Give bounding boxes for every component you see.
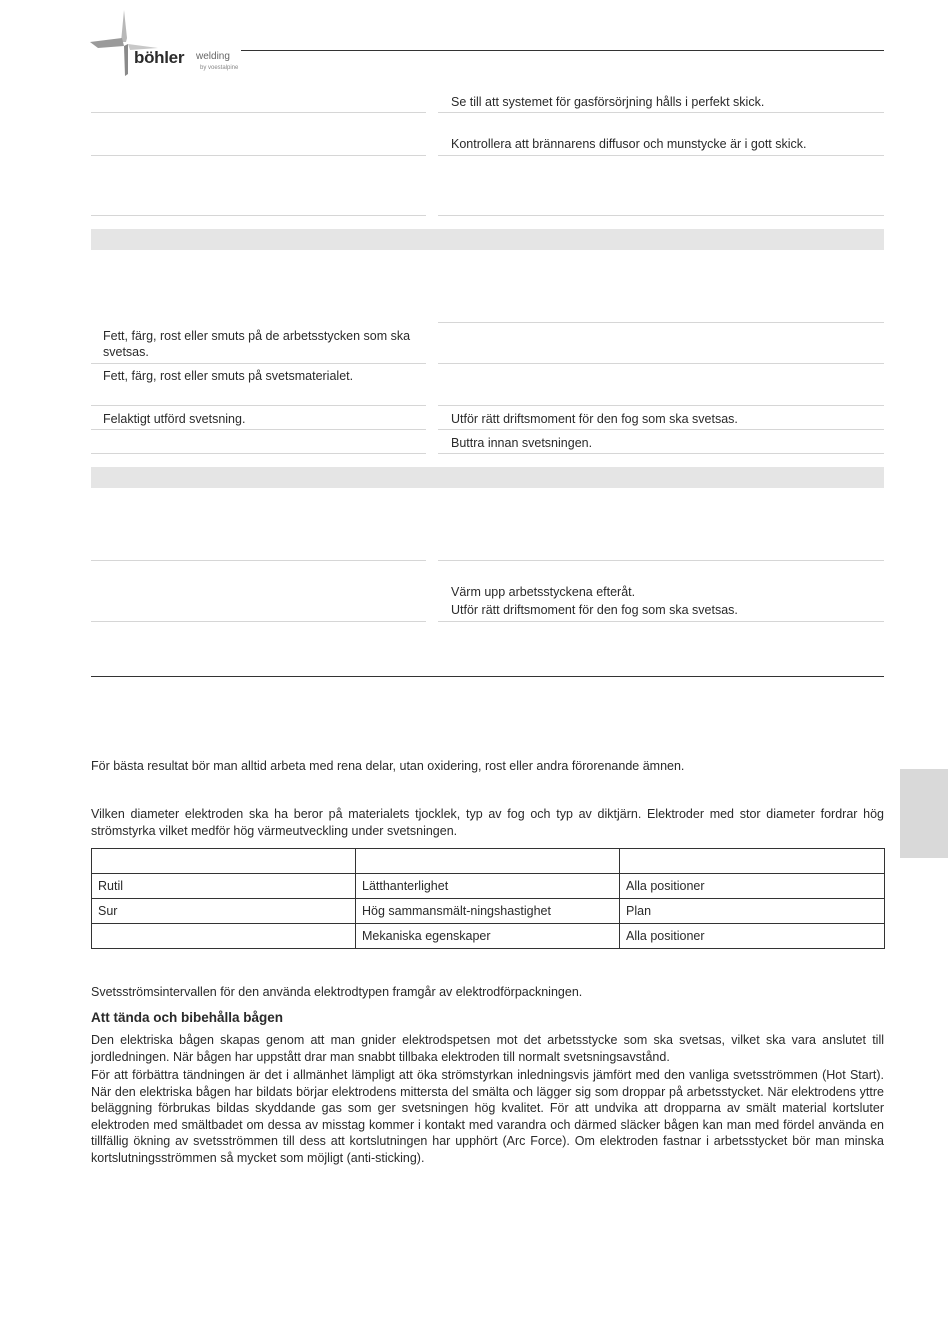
row-divider [91,363,426,364]
paragraph-arc-maintain: För att förbättra tändningen är det i allmänhet lämpligt att öka strömstyrkan inledningsvis jämfört med den vanliga svetsströmmen (Hot Start). När den elektriska bågen har bildats börjar elektrodens mittersta del smälta och lägger sig som droppar på arbetsstycket. När elektrodens yttre beläggning förbrukas bildas skyddande gas som ger svetsningen hög kvalitet. För att undvika att dropparna av smält material kortsluter elektroden med smältbadet om dessa av misstag kommer i kontakt med varandra och därmed släcker bågen kan man med fördel använda en tillfällig ökning av svetsströmmen till dess att kortslutningen har upphört (Arc Force). Om elektroden fastnar i arbetsstycket bör man minska kortslutningsströmmen så mycket som möjligt (anti-sticking). [91,1068,884,1165]
table-row [92,874,885,899]
electrode-table [91,848,885,949]
section-heading: Att tända och bibehålla bågen [91,1010,284,1025]
header-divider [241,50,884,51]
row-divider [438,155,884,156]
brand-logo [88,8,248,80]
table-row [92,899,885,924]
table-cell: Alla positioner [620,874,885,899]
table-row [92,849,885,874]
row-divider [438,363,884,364]
table-row [92,924,885,949]
paragraph-clean-parts: För bästa resultat bör man alltid arbeta med rena delar, utan oxidering, rost eller andra förorenande ämnen. [91,759,685,773]
row-divider [438,112,884,113]
cause-text: Fett, färg, rost eller smuts på de arbetsstycken som ska svetsas. [103,329,411,359]
remedy-text: Utför rätt driftsmoment för den fog som ska svetsas. [451,412,738,426]
row-divider [91,621,426,622]
row-divider [91,215,426,216]
paragraph-arc-strike: Den elektriska bågen skapas genom att man gnider elektrodspetsen mot det arbetsstycke som ska svetsas, vilket ska vara anslutet till jordledningen. När bågen har uppstått drar man snabbt tillbaka elektroden till normalt svetsningsavstånd. [91,1033,884,1064]
paragraph-current-range: Svetsströmsintervallen för den använda elektrodtypen framgår av elektrodförpackningen. [91,985,583,999]
table-cell [620,849,885,874]
remedy-text: Kontrollera att brännarens diffusor och munstycke är i gott skick. [451,137,807,151]
table-cell [92,849,356,874]
paragraph-electrode-diameter: Vilken diameter elektroden ska ha beror på materialets tjocklek, typ av fog och typ av diktjärn. Elektroder med stor diameter fordrar hög strömstyrka vilket medför hög värmeutveckling under svetsningen. [91,807,884,838]
table-cell: Rutil [92,874,356,899]
table-cell: Hög sammansmält-ningshastighet [356,899,620,924]
row-divider [91,453,426,454]
row-divider [438,560,884,561]
row-divider [438,405,884,406]
remedy-text: Se till att systemet för gasförsörjning hålls i perfekt skick. [451,95,765,109]
brand-sub: welding [196,51,230,62]
row-divider [438,215,884,216]
remedy-text: Värm upp arbetsstyckena efteråt. [451,585,636,599]
row-divider [438,453,884,454]
chapter-tab [900,769,948,858]
section-end-divider [91,676,884,677]
table-cell [356,849,620,874]
remedy-text: Utför rätt driftsmoment för den fog som ska svetsas. [451,603,738,617]
table-cell: Mekaniska egenskaper [356,924,620,949]
row-divider [91,560,426,561]
row-divider [91,112,426,113]
row-divider [91,155,426,156]
row-divider [91,405,426,406]
table-cell: Sur [92,899,356,924]
cause-text: Felaktigt utförd svetsning. [103,412,246,426]
table-cell: Plan [620,899,885,924]
table-cell: Lätthanterlighet [356,874,620,899]
remedy-text: Buttra innan svetsningen. [451,436,593,450]
section-header-band [91,467,884,488]
section-header-band [91,229,884,250]
row-divider [438,322,884,323]
row-divider [438,621,884,622]
brand-tagline: by voestalpine [200,65,239,71]
row-divider [438,429,884,430]
brand-name: böhler [134,48,185,67]
row-divider [91,429,426,430]
cause-text: Fett, färg, rost eller smuts på svetsmaterialet. [103,369,354,383]
table-cell: Alla positioner [620,924,885,949]
table-cell [92,924,356,949]
